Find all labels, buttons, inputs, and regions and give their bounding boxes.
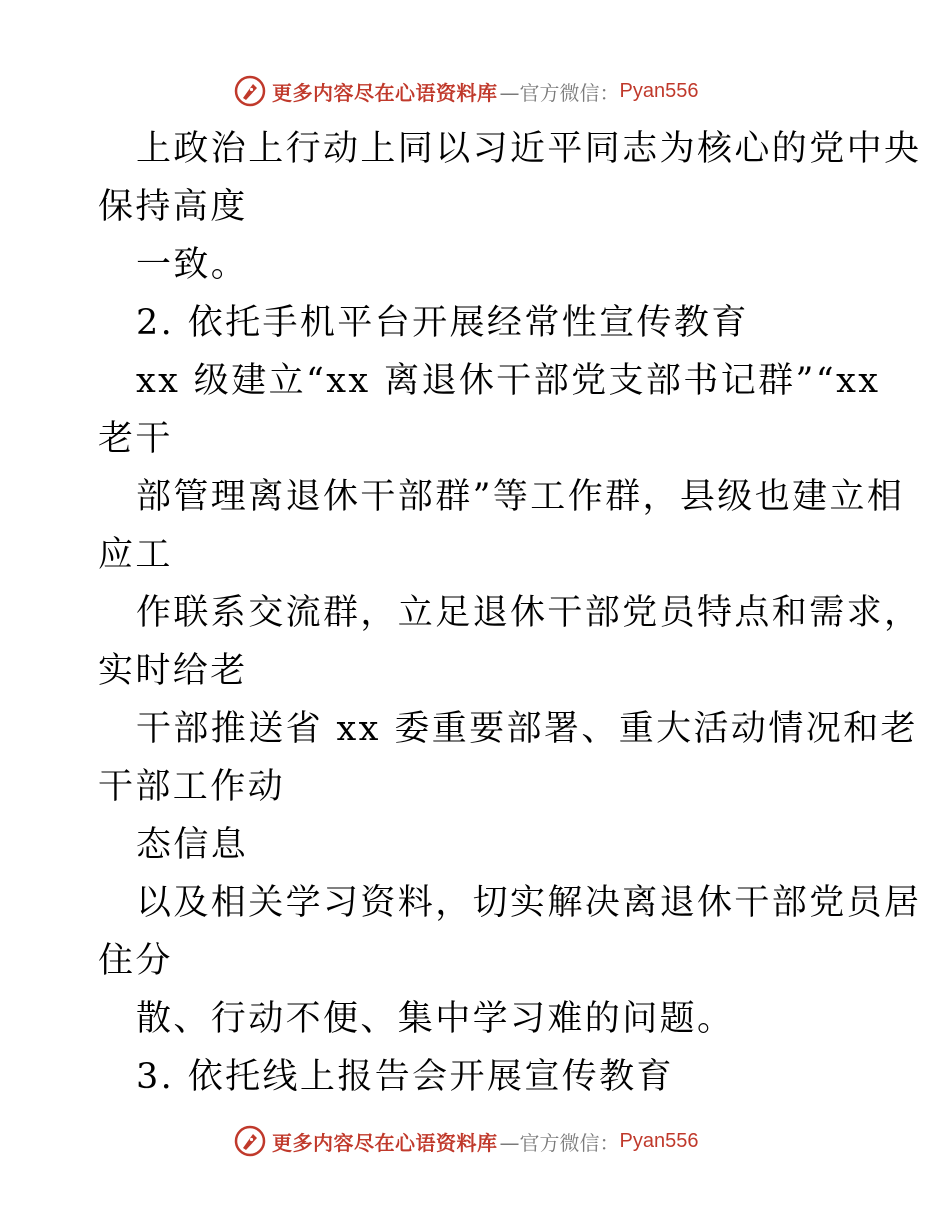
- text-line: 住分: [98, 941, 173, 981]
- text-line: 态信息: [136, 825, 249, 865]
- text-line: 干部工作动: [98, 767, 286, 807]
- text-line: 部管理离退休干部群”等工作群，县级也建立相: [136, 477, 905, 517]
- text-line: 上政治上行动上同以习近平同志为核心的党中央: [136, 129, 922, 169]
- watermark-slogan: 更多内容尽在心语资料库: [272, 80, 498, 105]
- text-line: 一致。: [136, 245, 249, 285]
- watermark-wechat-id: Pyan556: [619, 1129, 699, 1152]
- watermark-slogan: 更多内容尽在心语资料库: [272, 1130, 498, 1155]
- text-line: 散、行动不便、集中学习难的问题。: [136, 999, 735, 1039]
- watermark-wechat-id: Pyan556: [619, 79, 699, 102]
- document-body: [98, 120, 922, 1106]
- header-watermark: [234, 74, 698, 108]
- section-heading: 2. 依托手机平台开展经常性宣传教育: [136, 303, 749, 343]
- pen-nib-logo-icon: [234, 1125, 266, 1157]
- watermark-official-label: —官方微信：: [499, 80, 620, 105]
- text-line: 应工: [98, 535, 173, 575]
- text-line: 干部推送省 xx 委重要部署、重大活动情况和老: [136, 709, 918, 749]
- section-heading: 3. 依托线上报告会开展宣传教育: [136, 1057, 674, 1097]
- pen-nib-logo-icon: [234, 75, 266, 107]
- text-line: xx 级建立“xx 离退休干部党支部书记群”“xx: [136, 361, 881, 401]
- text-line: 以及相关学习资料，切实解决离退休干部党员居: [136, 883, 922, 923]
- footer-watermark: [234, 1124, 698, 1158]
- text-line: 老干: [98, 419, 173, 459]
- text-line: 作联系交流群，立足退休干部党员特点和需求，: [136, 593, 922, 633]
- text-line: 实时给老: [98, 651, 248, 691]
- text-line: 保持高度: [98, 187, 248, 227]
- watermark-official-label: —官方微信：: [499, 1130, 620, 1155]
